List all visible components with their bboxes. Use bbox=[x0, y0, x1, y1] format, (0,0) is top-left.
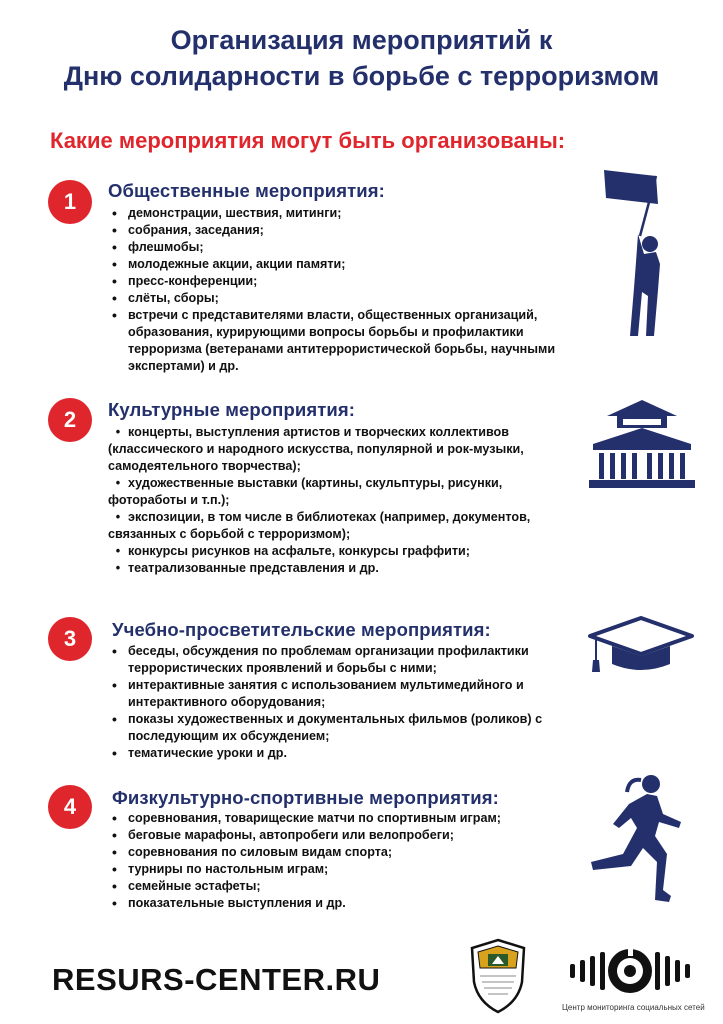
list-item: • слёты, сборы; bbox=[108, 290, 578, 307]
section-number-badge: 1 bbox=[48, 180, 92, 224]
section-list bbox=[108, 205, 578, 375]
section-title: Учебно-просветительские мероприятия: bbox=[112, 619, 491, 640]
section-list bbox=[108, 643, 578, 762]
page-title bbox=[0, 22, 723, 94]
list-item: • концерты, выступления артистов и творческих коллективов (классического и народного искусства, популярной и рок-музыки, самодеятельного творчества); bbox=[108, 425, 524, 473]
list-item: • конкурсы рисунков на асфальте, конкурсы граффити; bbox=[115, 544, 470, 558]
list-item: • турниры по настольным играм; bbox=[108, 861, 578, 878]
list-item: • соревнования, товарищеские матчи по спортивным играм; bbox=[108, 810, 578, 827]
section-title: Физкультурно-спортивные мероприятия: bbox=[112, 787, 499, 808]
list-item: • молодежные акции, акции памяти; bbox=[108, 256, 578, 273]
section-number-badge: 2 bbox=[48, 398, 92, 442]
list-item: • тематические уроки и др. bbox=[108, 745, 578, 762]
section-list bbox=[108, 424, 570, 577]
title-line-1: Организация мероприятий к bbox=[170, 25, 553, 55]
section-number-badge: 4 bbox=[48, 785, 92, 829]
runner-icon bbox=[585, 770, 695, 905]
section-list bbox=[108, 810, 578, 912]
list-item: • соревнования по силовым видам спорта; bbox=[108, 844, 578, 861]
commission-emblem-icon bbox=[470, 938, 526, 1014]
list-item: • интерактивные занятия с использованием мультимедийного и интерактивного оборудования; bbox=[108, 677, 578, 711]
list-item: • художественные выставки (картины, скульптуры, рисунки, фотоработы и т.п.); bbox=[108, 476, 503, 507]
monitoring-caption: Центр мониторинга социальных сетей bbox=[562, 1003, 705, 1012]
person-with-flag-icon bbox=[598, 168, 668, 343]
social-monitoring-logo-icon bbox=[560, 940, 700, 1002]
section-number-badge: 3 bbox=[48, 617, 92, 661]
list-item: • собрания, заседания; bbox=[108, 222, 578, 239]
section-title: Культурные мероприятия: bbox=[108, 399, 356, 420]
list-item: • беседы, обсуждения по проблемам организации профилактики террористических проявлений и борьбы с ними; bbox=[108, 643, 578, 677]
graduation-cap-icon bbox=[586, 614, 696, 676]
title-line-2: Дню солидарности в борьбе с терроризмом bbox=[63, 61, 660, 91]
list-item: • театрализованные представления и др. bbox=[115, 561, 379, 575]
list-item: • экспозиции, в том числе в библиотеках (например, документов, связанных с борьбой с терроризмом); bbox=[108, 510, 531, 541]
list-item: • встречи с представителями власти, общественных организаций, образования, курирующими вопросы борьбы и профилактики терроризма (ветеранами антитеррористической борьбы, научными экспертами) и др. bbox=[108, 307, 578, 375]
theater-building-icon bbox=[587, 398, 697, 490]
list-item: • показы художественных и документальных фильмов (роликов) с последующим их обсуждением; bbox=[108, 711, 578, 745]
list-item: • семейные эстафеты; bbox=[108, 878, 578, 895]
site-url: RESURS-CENTER.RU bbox=[52, 962, 381, 997]
list-item: • флешмобы; bbox=[108, 239, 578, 256]
list-item: • демонстрации, шествия, митинги; bbox=[108, 205, 578, 222]
list-item: • пресс-конференции; bbox=[108, 273, 578, 290]
list-item: • беговые марафоны, автопробеги или велопробеги; bbox=[108, 827, 578, 844]
list-item: • показательные выступления и др. bbox=[108, 895, 578, 912]
section-title: Общественные мероприятия: bbox=[108, 180, 385, 201]
subtitle: Какие мероприятия могут быть организованы: bbox=[50, 128, 566, 153]
